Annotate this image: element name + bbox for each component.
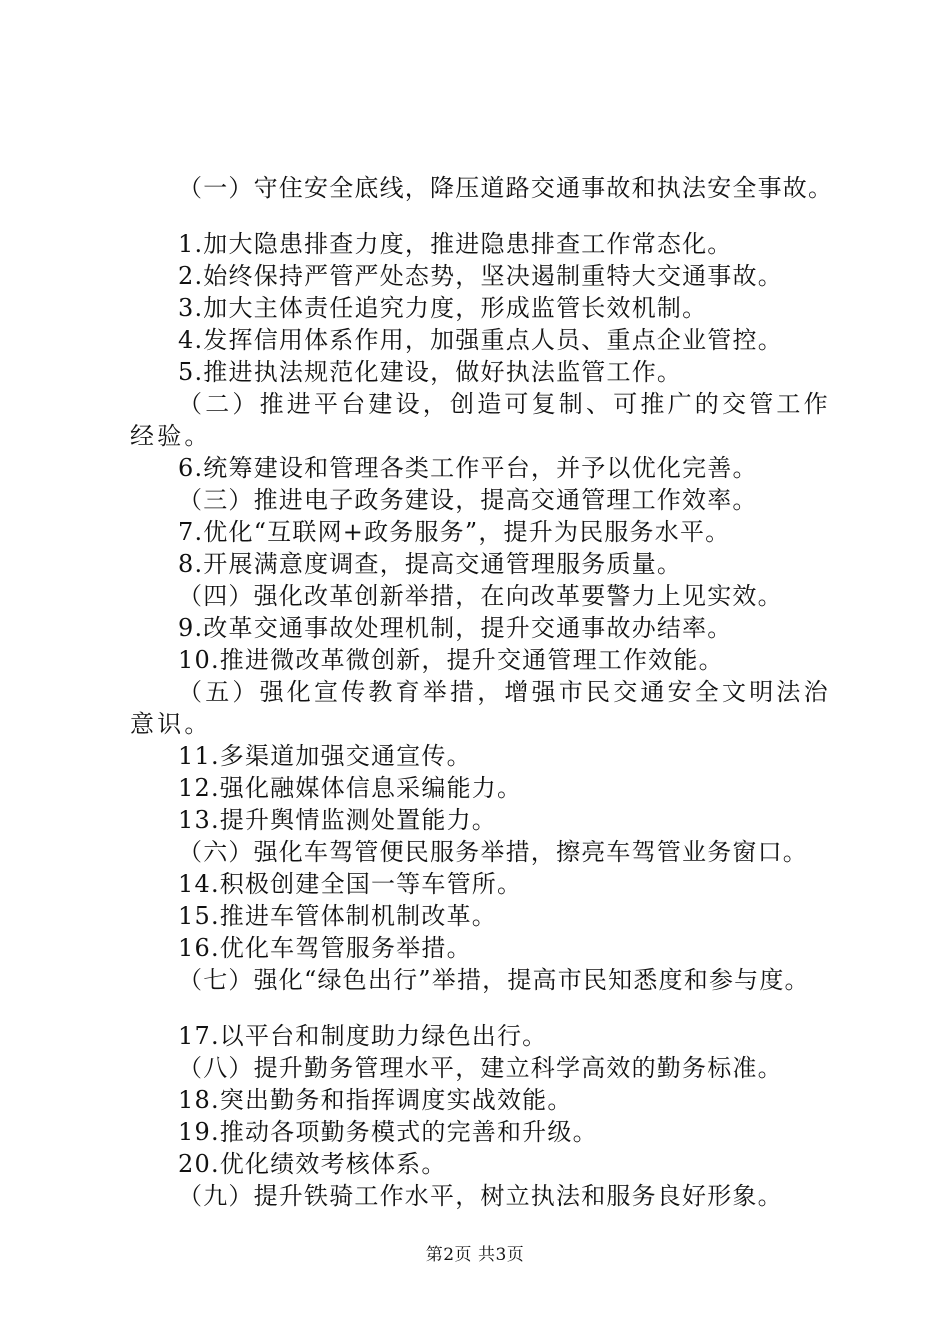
list-item-9: 9.改革交通事故处理机制，提升交通事故办结率。 (178, 614, 733, 642)
list-item-8: 8.开展满意度调查，提高交通管理服务质量。 (178, 550, 683, 578)
list-item-2: 2.始终保持严管严处态势，坚决遏制重特大交通事故。 (178, 262, 783, 290)
list-item-18: 18.突出勤务和指挥调度实战效能。 (178, 1086, 573, 1114)
list-item-7: 7.优化“互联网+政务服务”，提升为民服务水平。 (178, 518, 731, 546)
section-heading-3: （三）推进电子政务建设，提高交通管理工作效率。 (178, 486, 758, 514)
section-heading-9: （九）提升铁骑工作水平，树立执法和服务良好形象。 (178, 1182, 783, 1210)
list-item-20: 20.优化绩效考核体系。 (178, 1150, 447, 1178)
list-item-12: 12.强化融媒体信息采编能力。 (178, 774, 523, 802)
list-item-13: 13.提升舆情监测处置能力。 (178, 806, 497, 834)
list-item-17: 17.以平台和制度助力绿色出行。 (178, 1022, 548, 1050)
list-item-4: 4.发挥信用体系作用，加强重点人员、重点企业管控。 (178, 326, 783, 354)
section-heading-2: （二）推进平台建设，创造可复制、可推广的交管工作经验。 (130, 390, 831, 450)
list-item-1: 1.加大隐患排查力度，推进隐患排查工作常态化。 (178, 230, 733, 258)
section-heading-7: （七）强化“绿色出行”举措，提高市民知悉度和参与度。 (178, 966, 810, 994)
section-heading-5: （五）强化宣传教育举措，增强市民交通安全文明法治意识。 (130, 678, 831, 738)
section-heading-4: （四）强化改革创新举措，在向改革要警力上见实效。 (178, 582, 783, 610)
list-item-5: 5.推进执法规范化建设，做好执法监管工作。 (178, 358, 683, 386)
list-item-16: 16.优化车驾管服务举措。 (178, 934, 472, 962)
list-item-14: 14.积极创建全国一等车管所。 (178, 870, 523, 898)
section-heading-6: （六）强化车驾管便民服务举措，擦亮车驾管业务窗口。 (178, 838, 808, 866)
list-item-3: 3.加大主体责任追究力度，形成监管长效机制。 (178, 294, 708, 322)
list-item-6: 6.统筹建设和管理各类工作平台，并予以优化完善。 (178, 454, 758, 482)
list-item-19: 19.推动各项勤务模式的完善和升级。 (178, 1118, 598, 1146)
section-heading-8: （八）提升勤务管理水平，建立科学高效的勤务标准。 (178, 1054, 783, 1082)
list-item-10: 10.推进微改革微创新，提升交通管理工作效能。 (178, 646, 724, 674)
document-body (130, 172, 850, 1212)
page-indicator: 第2页 共3页 (425, 1245, 525, 1265)
list-item-11: 11.多渠道加强交通宣传。 (178, 742, 472, 770)
list-item-15: 15.推进车管体制机制改革。 (178, 902, 497, 930)
section-heading-1: （一）守住安全底线，降压道路交通事故和执法安全事故。 (178, 174, 834, 202)
